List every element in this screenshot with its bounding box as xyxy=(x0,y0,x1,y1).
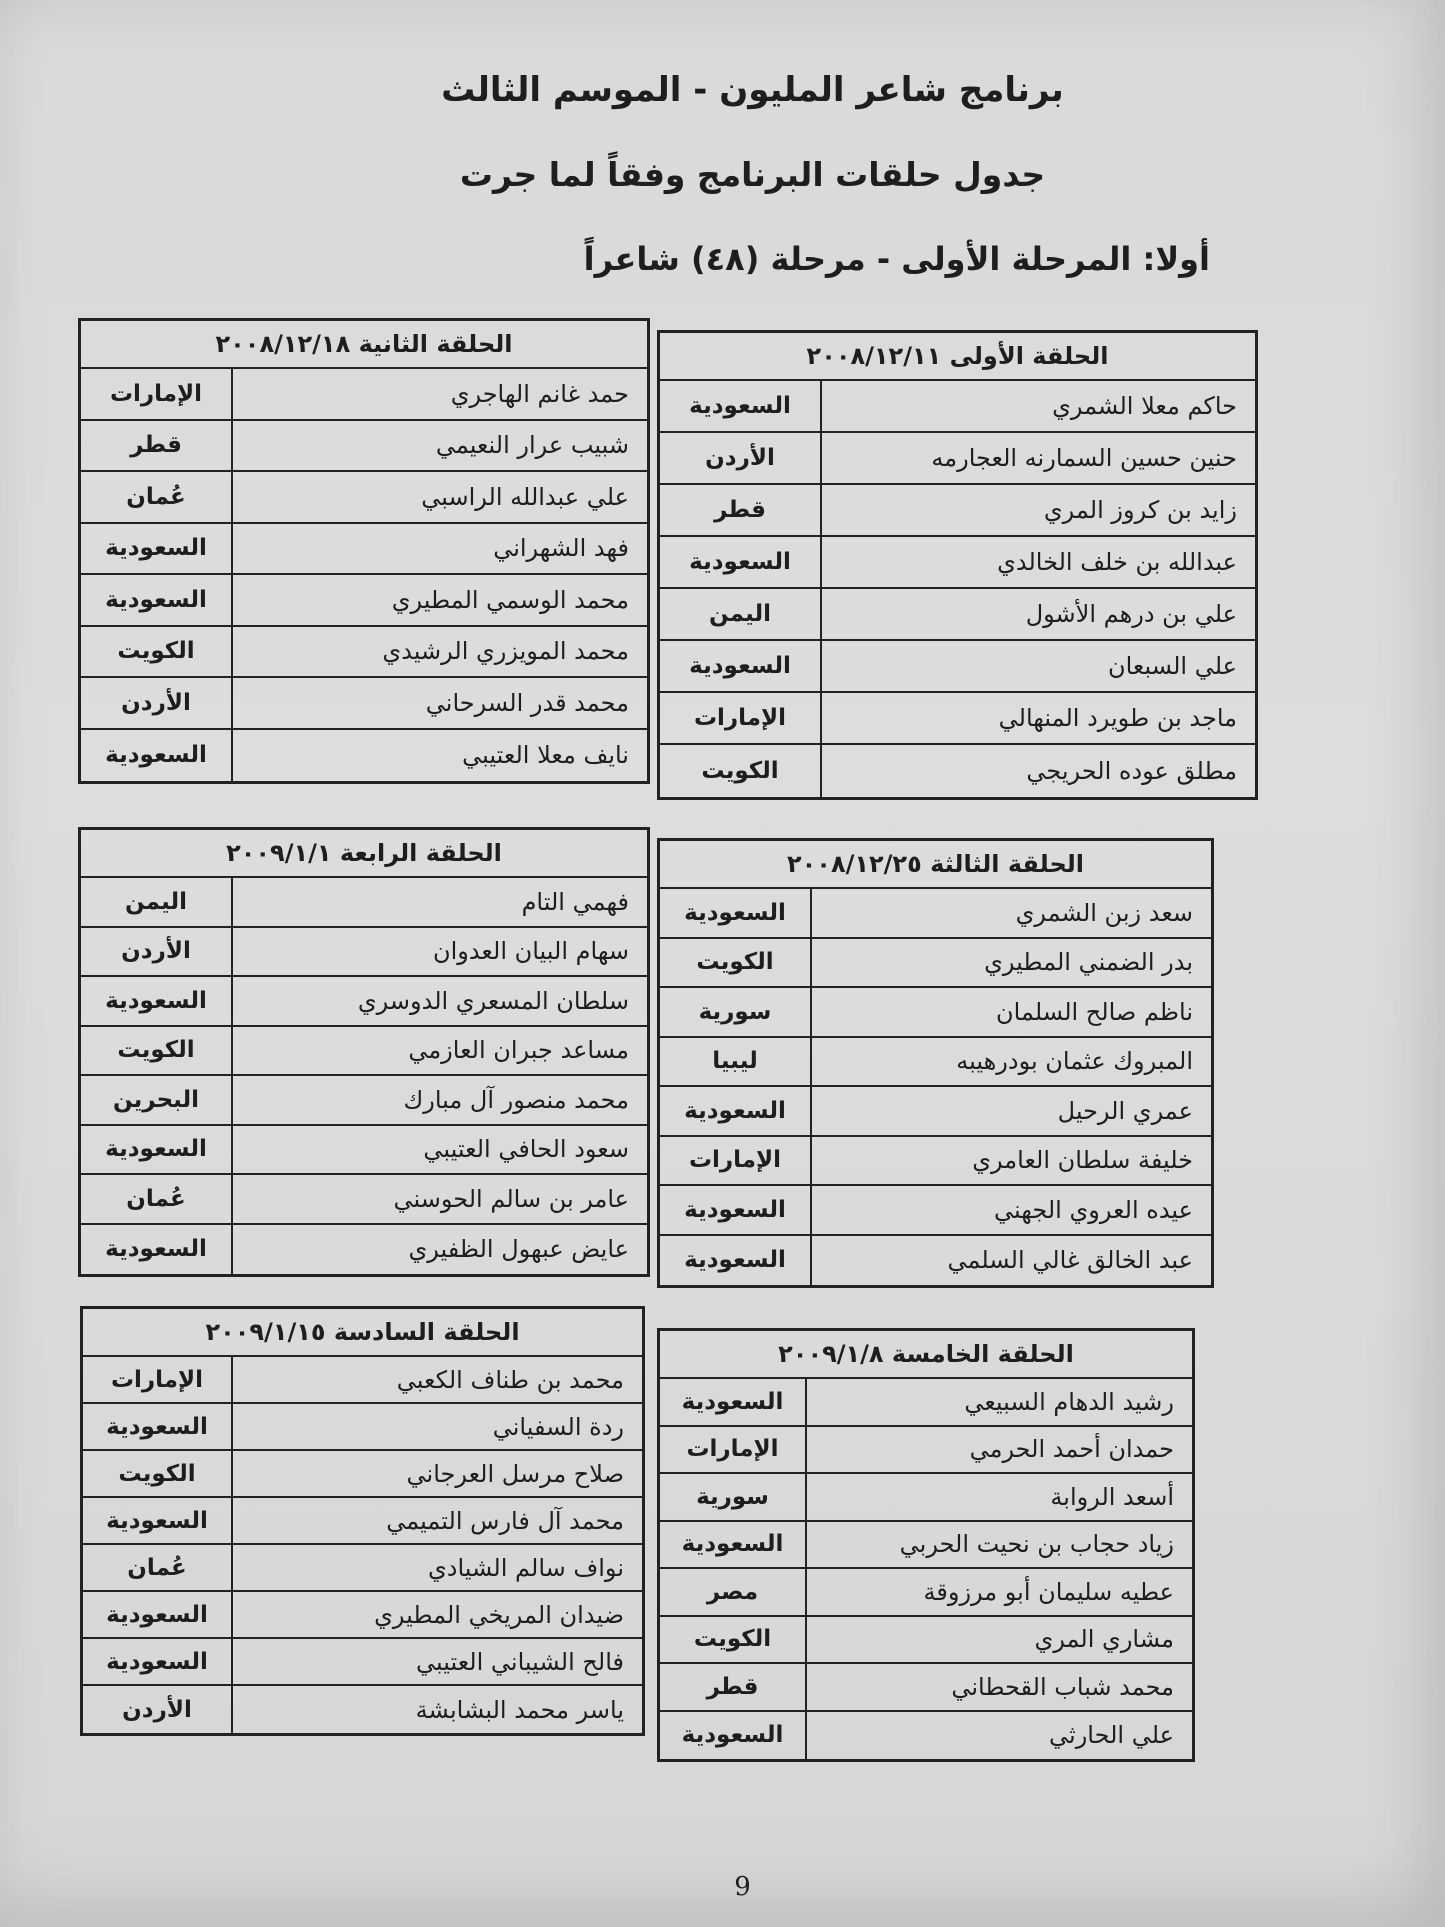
poet-name: محمد الوسمي المطيري xyxy=(391,585,629,614)
poet-name: صلاح مرسل العرجاني xyxy=(406,1459,624,1488)
poet-name: خليفة سلطان العامري xyxy=(972,1146,1193,1175)
table-row xyxy=(81,1225,647,1275)
table-row xyxy=(660,1569,1192,1617)
table-row xyxy=(660,939,1211,989)
poet-name: زايد بن كروز المري xyxy=(1043,496,1237,524)
poet-country: الكويت xyxy=(660,745,822,797)
episode-table-5 xyxy=(657,1328,1195,1762)
table-row xyxy=(660,1087,1211,1137)
poet-country: السعودية xyxy=(81,1225,233,1275)
table-row xyxy=(81,1126,647,1176)
poet-country: الأردن xyxy=(81,928,233,976)
poet-country: الإمارات xyxy=(660,693,822,743)
poet-name: سلطان المسعري الدوسري xyxy=(357,986,629,1015)
poet-name: سعد زبن الشمري xyxy=(1015,898,1193,927)
poet-country: الإمارات xyxy=(81,369,233,419)
section-heading: أولا: المرحلة الأولى - مرحلة (٤٨) شاعراً xyxy=(583,240,1210,278)
poet-name: محمد المويزري الرشيدي xyxy=(382,637,629,666)
table-row xyxy=(83,1498,642,1545)
table-row xyxy=(660,1186,1211,1236)
poet-country: الكويت xyxy=(660,1617,807,1663)
poet-country: اليمن xyxy=(81,878,233,926)
poet-country: عُمان xyxy=(81,1175,233,1223)
poet-name: سعود الحافي العتيبي xyxy=(423,1135,629,1164)
poet-name: عايض عبهول الظفيري xyxy=(408,1235,629,1264)
table-row xyxy=(83,1404,642,1451)
episode-header: الحلقة الرابعة ٢٠٠٩/١/١ xyxy=(81,830,647,878)
table-row xyxy=(81,1076,647,1126)
table-row xyxy=(81,524,647,576)
poet-country: مصر xyxy=(660,1569,807,1615)
poet-country: السعودية xyxy=(83,1639,233,1684)
poet-country: السعودية xyxy=(660,889,812,937)
table-row xyxy=(83,1592,642,1639)
table-row xyxy=(660,1137,1211,1187)
table-row xyxy=(660,433,1255,485)
poet-country: السعودية xyxy=(81,730,233,782)
poet-name: عطيه سليمان أبو مرزوقة xyxy=(923,1577,1174,1606)
poet-name: حنين حسين السمارنه العجارمه xyxy=(931,444,1237,472)
poet-country: السعودية xyxy=(660,1087,812,1135)
episode-header: الحلقة الثالثة ٢٠٠٨/١٢/٢٥ xyxy=(660,841,1211,889)
poet-country: السعودية xyxy=(660,1522,807,1568)
poet-country: السعودية xyxy=(660,537,822,587)
table-row xyxy=(660,1474,1192,1522)
poet-country: عُمان xyxy=(81,472,233,522)
table-row xyxy=(81,1175,647,1225)
poet-country: السعودية xyxy=(660,1236,812,1286)
poet-name: حاكم معلا الشمري xyxy=(1052,392,1237,420)
poet-name: فالح الشيباني العتيبي xyxy=(415,1647,624,1676)
poet-country: السعودية xyxy=(660,1186,812,1234)
poet-country: الكويت xyxy=(660,939,812,987)
poet-name: محمد بن طناف الكعبي xyxy=(396,1365,624,1394)
episode-header: الحلقة السادسة ٢٠٠٩/١/١٥ xyxy=(83,1309,642,1357)
poet-name: علي بن درهم الأشول xyxy=(1025,600,1237,628)
episode-header: الحلقة الثانية ٢٠٠٨/١٢/١٨ xyxy=(81,321,647,369)
poet-country: السعودية xyxy=(660,641,822,691)
poet-name: مساعد جبران العازمي xyxy=(408,1036,629,1065)
poet-name: رشيد الدهام السبيعي xyxy=(964,1387,1174,1416)
table-row xyxy=(660,745,1255,797)
poet-country: سورية xyxy=(660,988,812,1036)
table-row xyxy=(81,730,647,782)
poet-name: محمد منصور آل مبارك xyxy=(403,1085,629,1114)
table-row xyxy=(81,627,647,679)
poet-country: ليبيا xyxy=(660,1038,812,1086)
table-row xyxy=(81,928,647,978)
poet-country: الكويت xyxy=(81,627,233,677)
table-row xyxy=(81,369,647,421)
poet-name: عبد الخالق غالي السلمي xyxy=(947,1246,1193,1275)
poet-name: ضيدان المريخي المطيري xyxy=(374,1600,624,1629)
table-row xyxy=(83,1545,642,1592)
poet-name: نواف سالم الشيادي xyxy=(427,1553,624,1582)
poet-name: عيده العروي الجهني xyxy=(994,1195,1193,1224)
page-subtitle: جدول حلقات البرنامج وفقاً لما جرت xyxy=(459,155,1046,194)
table-row xyxy=(83,1686,642,1733)
page-title: برنامج شاعر المليون - الموسم الثالث xyxy=(441,70,1064,110)
episode-table-6 xyxy=(80,1306,645,1736)
episode-header: الحلقة الأولى ٢٠٠٨/١٢/١١ xyxy=(660,333,1255,381)
poet-name: ناظم صالح السلمان xyxy=(996,997,1193,1026)
episode-table-1 xyxy=(657,330,1258,800)
table-row xyxy=(660,1038,1211,1088)
poet-name: ياسر محمد البشابشة xyxy=(415,1695,624,1724)
table-row xyxy=(660,537,1255,589)
table-row xyxy=(660,693,1255,745)
poet-name: علي السبعان xyxy=(1107,652,1237,680)
poet-country: الأردن xyxy=(660,433,822,483)
poet-name: مشاري المري xyxy=(1034,1625,1174,1654)
poet-country: قطر xyxy=(81,421,233,471)
poet-country: الإمارات xyxy=(660,1137,812,1185)
poet-name: حمدان أحمد الحرمي xyxy=(969,1435,1174,1464)
poet-country: السعودية xyxy=(83,1592,233,1637)
poet-name: علي عبدالله الراسبي xyxy=(421,482,629,511)
poet-country: قطر xyxy=(660,1664,807,1710)
poet-name: علي الحارثي xyxy=(1049,1721,1174,1750)
poet-name: أسعد الروابة xyxy=(1050,1482,1174,1511)
episode-header: الحلقة الخامسة ٢٠٠٩/١/٨ xyxy=(660,1331,1192,1379)
poet-name: ماجد بن طويرد المنهالي xyxy=(998,704,1237,732)
table-row xyxy=(660,1664,1192,1712)
poet-name: عمري الرحيل xyxy=(1057,1096,1193,1125)
episode-table-2 xyxy=(78,318,650,784)
table-row xyxy=(81,1027,647,1077)
table-row xyxy=(81,977,647,1027)
poet-country: السعودية xyxy=(83,1404,233,1449)
table-row xyxy=(660,889,1211,939)
poet-country: السعودية xyxy=(660,1379,807,1425)
poet-country: الكويت xyxy=(83,1451,233,1496)
poet-country: السعودية xyxy=(660,1712,807,1760)
poet-name: المبروك عثمان بودرهيبه xyxy=(956,1047,1193,1076)
table-row xyxy=(83,1451,642,1498)
table-row xyxy=(660,1427,1192,1475)
poet-name: محمد قدر السرحاني xyxy=(425,688,629,717)
poet-name: شبيب عرار النعيمي xyxy=(435,431,629,460)
table-row xyxy=(660,988,1211,1038)
poet-country: الأردن xyxy=(81,678,233,728)
table-row xyxy=(660,589,1255,641)
poet-name: ردة السفياني xyxy=(492,1412,624,1441)
poet-name: مطلق عوده الحريجي xyxy=(1026,757,1237,785)
table-row xyxy=(81,472,647,524)
table-row xyxy=(660,1522,1192,1570)
poet-country: اليمن xyxy=(660,589,822,639)
table-row xyxy=(660,485,1255,537)
poet-name: فهد الشهراني xyxy=(493,534,629,563)
poet-country: البحرين xyxy=(81,1076,233,1124)
poet-country: السعودية xyxy=(660,381,822,431)
table-row xyxy=(83,1357,642,1404)
table-row xyxy=(81,678,647,730)
poet-name: نايف معلا العتيبي xyxy=(462,741,629,770)
poet-country: السعودية xyxy=(83,1498,233,1543)
table-row xyxy=(81,421,647,473)
table-row xyxy=(660,1617,1192,1665)
table-row xyxy=(660,1712,1192,1760)
poet-name: محمد آل فارس التميمي xyxy=(386,1506,624,1535)
table-row xyxy=(660,641,1255,693)
poet-country: الأردن xyxy=(83,1686,233,1733)
table-row xyxy=(83,1639,642,1686)
table-row xyxy=(660,1379,1192,1427)
table-row xyxy=(660,381,1255,433)
poet-name: محمد شباب القحطاني xyxy=(951,1672,1174,1701)
poet-country: السعودية xyxy=(81,1126,233,1174)
episode-table-3 xyxy=(657,838,1214,1288)
poet-name: سهام البيان العدوان xyxy=(432,937,629,966)
poet-name: حمد غانم الهاجري xyxy=(450,379,629,408)
poet-country: السعودية xyxy=(81,977,233,1025)
poet-country: الكويت xyxy=(81,1027,233,1075)
poet-name: عبدالله بن خلف الخالدي xyxy=(997,548,1237,576)
poet-name: فهمي التام xyxy=(521,887,629,916)
page-number: 9 xyxy=(734,1872,751,1902)
poet-country: السعودية xyxy=(81,524,233,574)
episode-table-4 xyxy=(78,827,650,1277)
poet-country: عُمان xyxy=(83,1545,233,1590)
poet-country: الإمارات xyxy=(83,1357,233,1402)
poet-country: السعودية xyxy=(81,575,233,625)
poet-country: الإمارات xyxy=(660,1427,807,1473)
table-row xyxy=(81,575,647,627)
poet-country: قطر xyxy=(660,485,822,535)
poet-name: بدر الضمني المطيري xyxy=(984,948,1193,977)
poet-name: عامر بن سالم الحوسني xyxy=(393,1184,629,1213)
table-row xyxy=(81,878,647,928)
poet-country: سورية xyxy=(660,1474,807,1520)
table-row xyxy=(660,1236,1211,1286)
poet-name: زياد حجاب بن نحيت الحربي xyxy=(899,1530,1174,1559)
